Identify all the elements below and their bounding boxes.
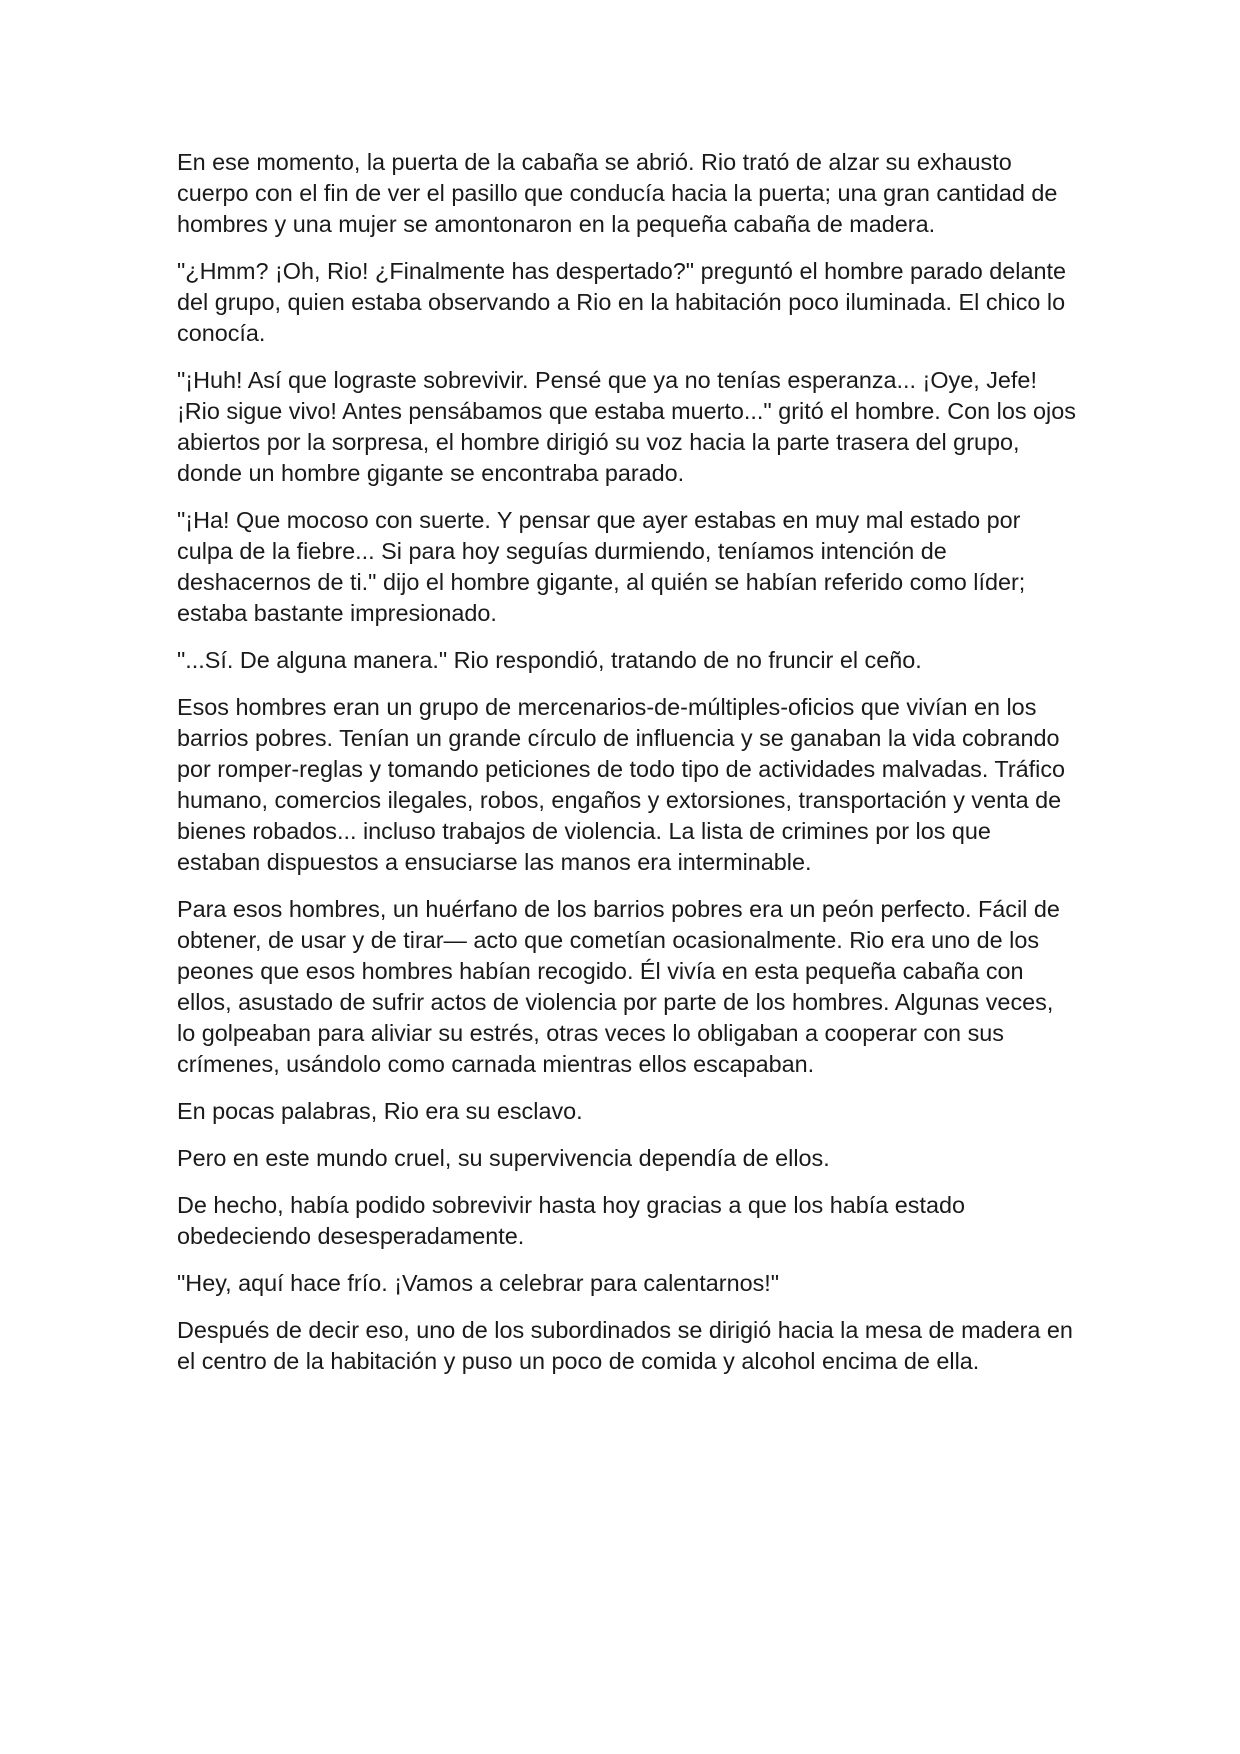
paragraph: En pocas palabras, Rio era su esclavo. [177,1098,583,1124]
paragraph: En ese momento, la puerta de la cabaña se abrió. Rio trató de alzar su exhausto cuerpo con el fin de ver el pasillo que conducía hacia la puerta; una gran cantidad de hombres y una mujer se amontonaron en la pequeña cabaña de madera. [177,149,1058,237]
paragraph: Para esos hombres, un huérfano de los barrios pobres era un peón perfecto. Fácil de obtener, de usar y de tirar— acto que cometían ocasionalmente. Rio era uno de los peones que esos hombres habían recogido. Él vivía en esta pequeña cabaña con ellos, asustado de sufrir actos de violencia por parte de los hombres. Algunas veces, lo golpeaban para aliviar su estrés, otras veces lo obligaban a cooperar con sus crímenes, usándolo como carnada mientras ellos escapaban. [177,896,1060,1077]
paragraph: "¡Huh! Así que lograste sobrevivir. Pensé que ya no tenías esperanza... ¡Oye, Jefe! ¡Rio sigue vivo! Antes pensábamos que estaba muerto..." gritó el hombre. Con los ojos abiertos por la sorpresa, el hombre dirigió su voz hacia la parte trasera del grupo, donde un hombre gigante se encontraba parado. [177,367,1076,486]
paragraph: Pero en este mundo cruel, su supervivencia dependía de ellos. [177,1145,830,1171]
paragraph: "¡Ha! Que mocoso con suerte. Y pensar que ayer estabas en muy mal estado por culpa de la fiebre... Si para hoy seguías durmiendo, teníamos intención de deshacernos de ti." dijo el hombre gigante, al quién se habían referido como líder; estaba bastante impresionado. [177,507,1026,626]
document-body [177,147,1077,1393]
paragraph: "¿Hmm? ¡Oh, Rio! ¿Finalmente has despertado?" preguntó el hombre parado delante del grupo, quien estaba observando a Rio en la habitación poco iluminada. El chico lo conocía. [177,258,1067,346]
paragraph: Después de decir eso, uno de los subordinados se dirigió hacia la mesa de madera en el centro de la habitación y puso un poco de comida y alcohol encima de ella. [177,1317,1073,1374]
paragraph: Esos hombres eran un grupo de mercenarios-de-múltiples-oficios que vivían en los barrios pobres. Tenían un grande círculo de influencia y se ganaban la vida cobrando por romper-reglas y tomando peticiones de todo tipo de actividades malvadas. Tráfico humano, comercios ilegales, robos, engaños y extorsiones, transportación y venta de bienes robados... incluso trabajos de violencia. La lista de crimines por los que estaban dispuestos a ensuciarse las manos era interminable. [177,694,1066,875]
paragraph: De hecho, había podido sobrevivir hasta hoy gracias a que los había estado obedeciendo desesperadamente. [177,1192,966,1249]
paragraph: "...Sí. De alguna manera." Rio respondió, tratando de no fruncir el ceño. [177,647,922,673]
paragraph: "Hey, aquí hace frío. ¡Vamos a celebrar para calentarnos!" [177,1270,780,1296]
